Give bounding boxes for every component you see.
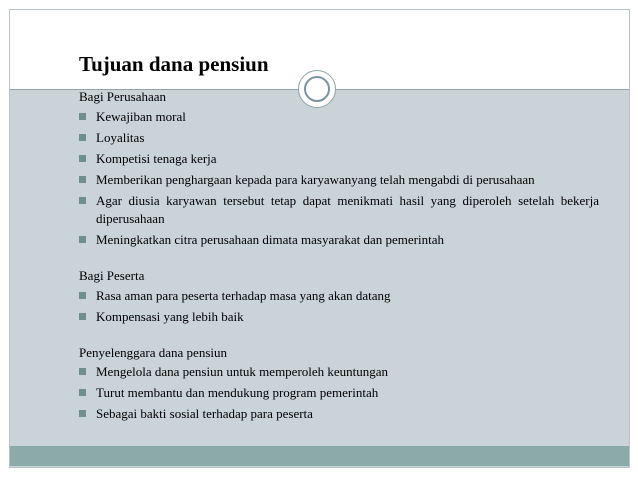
footer-bar: [10, 446, 629, 466]
section-penyelenggara: [79, 344, 599, 424]
list-item: [79, 287, 599, 306]
list-item: [79, 171, 599, 190]
square-bullet-icon: [79, 134, 86, 141]
square-bullet-icon: [79, 313, 86, 320]
square-bullet-icon: [79, 113, 86, 120]
list-item-text: Memberikan penghargaan kepada para karyawanyang telah mengabdi di perusahaan: [96, 171, 535, 187]
square-bullet-icon: [79, 197, 86, 204]
square-bullet-icon: [79, 155, 86, 162]
list-item: [79, 108, 599, 127]
section-heading: Penyelenggara dana pensiun: [79, 344, 228, 360]
square-bullet-icon: [79, 236, 86, 243]
list-item: [79, 363, 599, 382]
list-item: [79, 308, 599, 327]
list-item: [79, 231, 599, 250]
list-item: [79, 129, 599, 148]
list-item-text: Agar diusia karyawan tersebut tetap dapat menikmati hasil yang diperoleh setelah bekerja diperusahaan: [96, 192, 599, 226]
square-bullet-icon: [79, 368, 86, 375]
square-bullet-icon: [79, 389, 86, 396]
section-spacer: [79, 252, 599, 267]
section-spacer: [79, 329, 599, 344]
list-item-text: Kewajiban moral: [96, 108, 186, 124]
list-item-text: Rasa aman para peserta terhadap masa yang akan datang: [96, 287, 391, 303]
list-item-text: Kompensasi yang lebih baik: [96, 308, 244, 324]
list-item: [79, 150, 599, 169]
square-bullet-icon: [79, 292, 86, 299]
list-item: [79, 192, 599, 229]
section-heading: Bagi Peserta: [79, 268, 145, 283]
list-item-text: Loyalitas: [96, 129, 145, 145]
section-heading: Bagi Perusahaan: [79, 89, 167, 104]
list-item-text: Turut membantu dan mendukung program pemerintah: [96, 385, 379, 400]
list-item-text: Mengelola dana pensiun untuk memperoleh keuntungan: [96, 364, 389, 379]
square-bullet-icon: [79, 410, 86, 417]
slide-title: Tujuan dana pensiun: [79, 52, 269, 76]
slide-content: [79, 88, 599, 426]
section-perusahaan: [79, 88, 599, 250]
list-item-text: Sebagai bakti sosial terhadap para peserta: [96, 406, 313, 421]
list-item: [79, 405, 599, 424]
list-item: [79, 384, 599, 403]
section-peserta: [79, 267, 599, 326]
list-item-text: Kompetisi tenaga kerja: [96, 150, 217, 166]
square-bullet-icon: [79, 176, 86, 183]
list-item-text: Meningkatkan citra perusahaan dimata masyarakat dan pemerintah: [96, 232, 444, 247]
